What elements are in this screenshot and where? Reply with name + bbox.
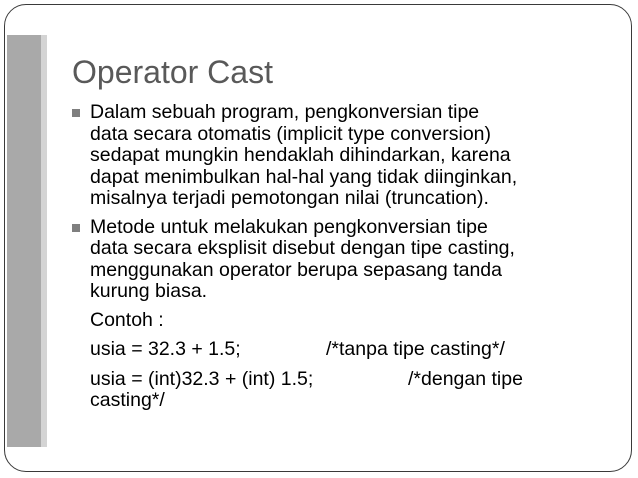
square-bullet-icon xyxy=(72,224,80,232)
bullet-line: misalnya terjadi pemotongan nilai (truncation). xyxy=(90,187,489,209)
bullet-line: sedapat mungkin hendaklah dihindarkan, karena xyxy=(90,144,511,166)
example-label: Contoh : xyxy=(90,308,164,331)
bullet-line: Dalam sebuah program, pengkonversian tipe xyxy=(90,101,480,123)
bullet-line: kurung biasa. xyxy=(90,280,208,302)
bullet-line: menggunakan operator berupa sepasang tanda xyxy=(90,258,502,281)
bullet-type-casting xyxy=(72,217,602,303)
accent-bar xyxy=(7,35,41,447)
example-comment-continued: casting*/ xyxy=(90,389,165,411)
example-with-casting xyxy=(72,369,602,391)
example-comment: /*dengan tipe xyxy=(408,367,523,390)
slide-title: Operator Cast xyxy=(72,54,273,90)
bullet-implicit-conversion xyxy=(72,102,602,210)
bullet-line: data secara eksplisit disebut dengan tipe casting, xyxy=(90,237,515,259)
example-statement: usia = (int)32.3 + (int) 1.5; xyxy=(90,367,314,390)
bullet-line: Metode untuk melakukan pengkonversian tipe xyxy=(90,215,488,238)
example-comment: /*tanpa tipe casting*/ xyxy=(326,338,505,360)
slide-content xyxy=(72,102,602,412)
example-statement: usia = 32.3 + 1.5; xyxy=(90,338,241,360)
square-bullet-icon xyxy=(72,109,80,117)
bullet-line: data secara otomatis (implicit type conversion) xyxy=(90,122,491,145)
example-without-casting xyxy=(72,339,602,361)
bullet-line: dapat menimbulkan hal-hal yang tidak diinginkan, xyxy=(90,165,518,188)
